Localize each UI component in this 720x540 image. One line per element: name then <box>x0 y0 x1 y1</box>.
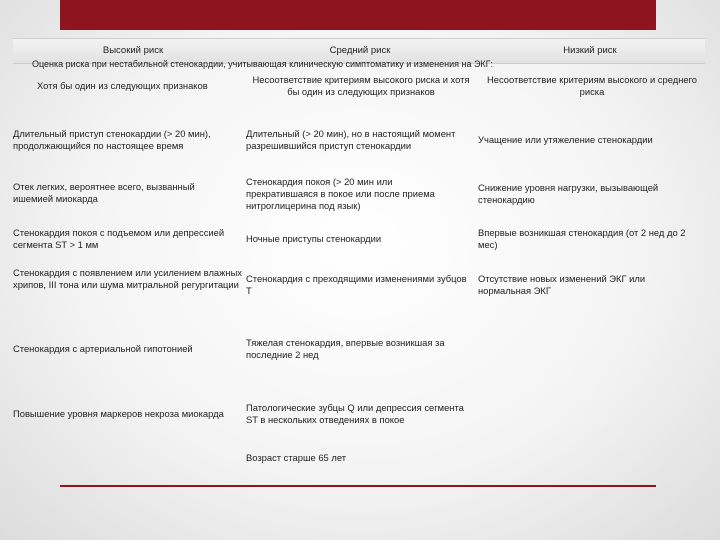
row-3-low: Впервые возникшая стенокардия (от 2 нед до 2 мес) <box>478 227 686 250</box>
row-7-medium: Возраст старше 65 лет <box>246 452 347 463</box>
header-high-risk: Высокий риск <box>102 45 164 56</box>
table-subtitle: Оценка риска при нестабильной стенокардии, учитывающая клиническую симптоматику и изменения на ЭКГ: <box>32 59 494 69</box>
row-4-medium: Стенокардия с преходящими изменениями зубцов Т <box>246 273 467 296</box>
intro-low: Несоответствие критериям высокого и среднего риска <box>486 74 698 97</box>
row-3-medium: Ночные приступы стенокардии <box>246 233 382 244</box>
row-2-high: Отек легких, вероятнее всего, вызванный ишемией миокарда <box>13 181 195 204</box>
header-low-risk: Низкий риск <box>563 45 617 56</box>
title-bar <box>60 0 656 30</box>
row-3-high: Стенокардия покоя с подъемом или депрессией сегмента ST > 1 мм <box>13 227 225 250</box>
row-1-low: Учащение или утяжеление стенокардии <box>478 134 653 145</box>
row-5-medium: Тяжелая стенокардия, впервые возникшая за последние 2 нед <box>246 337 445 360</box>
row-6-medium: Патологические зубцы Q или депрессия сегмента ST в нескольких отведениях в покое <box>246 402 464 425</box>
row-2-low: Снижение уровня нагрузки, вызывающей стенокардию <box>478 182 659 205</box>
row-1-high: Длительный приступ стенокардии (> 20 мин), продолжающийся по настоящее время <box>13 128 211 151</box>
row-6-high: Повышение уровня маркеров некроза миокарда <box>13 408 224 419</box>
header-medium-risk: Средний риск <box>329 45 391 56</box>
row-5-high: Стенокардия с артериальной гипотонией <box>13 343 193 354</box>
intro-medium: Несоответствие критериям высокого риска и хотя бы один из следующих признаков <box>252 74 470 97</box>
row-4-low: Отсутствие новых изменений ЭКГ или нормальная ЭКГ <box>478 273 646 296</box>
bottom-divider <box>60 485 656 487</box>
row-1-medium: Длительный (> 20 мин), но в настоящий момент разрешившийся приступ стенокардии <box>246 128 456 151</box>
row-4-high: Стенокардия с появлением или усилением влажных хрипов, III тона или шума митральной регургитации <box>13 267 242 290</box>
intro-high: Хотя бы один из следующих признаков <box>37 80 208 91</box>
row-2-medium: Стенокардия покоя (> 20 мин или прекратившаяся в покое или после приема нитроглицерина под язык) <box>246 176 435 211</box>
